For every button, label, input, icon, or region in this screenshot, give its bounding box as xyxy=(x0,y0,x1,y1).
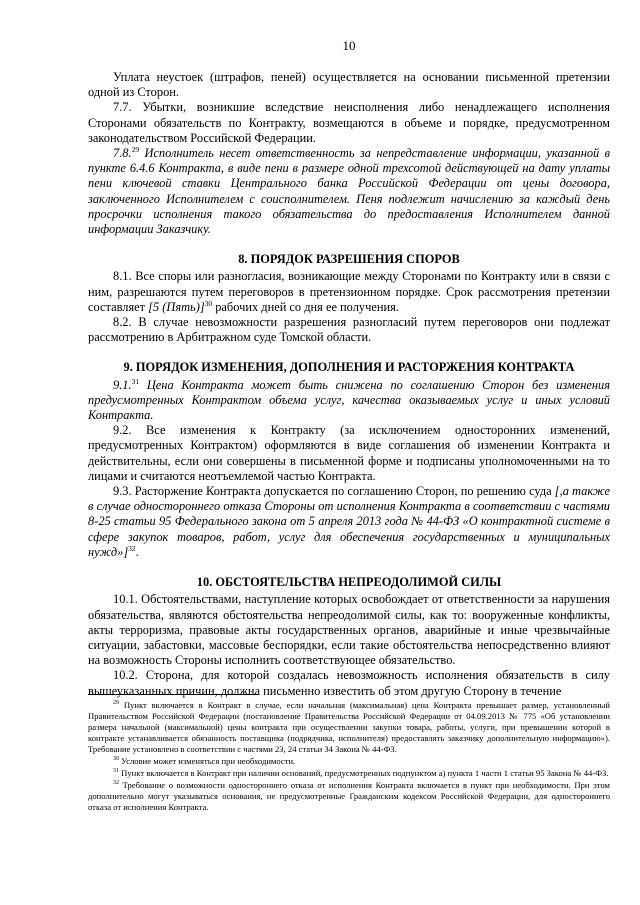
section-heading-10: 10. ОБСТОЯТЕЛЬСТВА НЕПРЕОДОЛИМОЙ СИЛЫ xyxy=(196,575,502,590)
footnote-30 xyxy=(88,756,610,767)
footnote-number: 30 xyxy=(113,756,119,763)
footnote-29 xyxy=(88,700,610,755)
section-heading-9: 9. ПОРЯДОК ИЗМЕНЕНИЯ, ДОПОЛНЕНИЯ И РАСТОРЖЕНИЯ КОНТРАКТА xyxy=(123,360,575,375)
footnotes xyxy=(88,700,610,814)
clause-text: Исполнитель несет ответственность за непредставление информации, указанной в пункте 6.4.6 Контракта, в виде пени в размере одной трехсотой действующей на дату уплаты пени ключевой ставки Центрального банка Российской Федерации от цены договора, заключенного Исполнителем с соисполнителем. Пеня подлежит начислению за каждый день просрочки исполнения такого обязательства до предоставления Исполнителем данной информации Заказчику. xyxy=(88,146,610,237)
optional-clause: [,а также в случае одностороннего отказа Стороны от исполнения Контракта в соответствии с частями 8-25 статьи 95 Федерального закона от 5 апреля 2013 года № 44-ФЗ «О контрактной системе в сфере закупок товаров, работ, услуг для обеспечения государственных и муниципальных нужд»] xyxy=(88,484,610,559)
paragraph-10-1: 10.1. Обстоятельствами, наступление которых освобождает от ответственности за нарушения обязательства, являются обстоятельства непреодолимой силы, как то: вооруженные конфликты, акты терроризма, правовые акты государственных органов, аварийные и иные чрезвычайные ситуации, забастовки, массовые беспорядки, если такие обстоятельства непосредственно влияют на возможность Стороны исполнить соответствующее обязательство. xyxy=(88,592,610,668)
clause-text: 8.1. Все споры или разногласия, возникающие между Сторонами по Контракту или в связи с ним, разрешаются путем переговоров в претензионном порядке. Срок рассмотрения претензии составляет xyxy=(88,269,610,314)
clause-text-end: рабочих дней со дня ее получения. xyxy=(212,299,399,314)
paragraph-7-7: 7.7. Убытки, возникшие вследствие неисполнения либо ненадлежащего исполнения Сторонами обязательств по Контракту, возмещаются в объеме и порядке, предусмотренном законодательством Российской Федерации. xyxy=(88,100,610,145)
footnote-ref-32[interactable]: 32 xyxy=(128,543,136,553)
clause-number: 9.1. xyxy=(113,377,132,392)
paragraph-9-3 xyxy=(88,484,610,560)
section-heading-8: 8. ПОРЯДОК РАЗРЕШЕНИЯ СПОРОВ xyxy=(238,252,460,267)
paragraph-9-2: 9.2. Все изменения к Контракту (за исключением односторонних изменений, предусмотренных Контрактом) оформляются в виде соглашения об изменении Контракта и действительны, если они совершены в письменной форме и подписаны уполномоченными на то лицами и считаются неотъемлемой частью Контракта. xyxy=(88,423,610,483)
footnote-divider xyxy=(88,694,258,695)
footnote-number: 31 xyxy=(113,768,119,775)
document-body xyxy=(88,70,610,699)
footnote-31 xyxy=(88,768,610,779)
clause-text: 9.3. Расторжение Контракта допускается по соглашению Сторон, по решению суда xyxy=(113,484,555,499)
paragraph-9-1 xyxy=(88,378,610,424)
clause-text: Цена Контракта может быть снижена по соглашению Сторон без изменения предусмотренных Контрактом объема услуг, качества оказываемых услуг и иных условий Контракта. xyxy=(88,377,610,423)
footnote-number: 29 xyxy=(113,700,119,707)
paragraph-8-2: 8.2. В случае невозможности разрешения разногласий путем переговоров они подлежат рассмотрению в Арбитражном суде Томской области. xyxy=(88,315,610,345)
paragraph-penalties: Уплата неустоек (штрафов, пеней) осуществляется на основании письменной претензии одной из Сторон. xyxy=(88,70,610,100)
clause-end: . xyxy=(135,544,139,559)
paragraph-7-8 xyxy=(88,146,610,237)
page-number: 10 xyxy=(342,38,356,53)
paragraph-8-1 xyxy=(88,269,610,315)
footnote-text: Пункт включается в Контракт при наличии оснований, предусмотренных подпунктом а) пункта 1 части 1 статьи 95 Закона № 44-ФЗ. xyxy=(119,768,609,778)
paragraph-10-2: 10.2. Сторона, для которой создалась невозможность исполнения обязательств в силу вышеуказанных причин, должна письменно известить об этом другую Сторону в течение xyxy=(88,668,610,698)
footnote-text: Условие может изменяться при необходимости. xyxy=(119,756,296,766)
footnote-ref-31[interactable]: 31 xyxy=(131,376,140,386)
footnote-text: Требование о возможности одностороннего отказа от исполнения Контракта включается в пункт при необходимости. При этом дополнительно могут указываться основания, не предусмотренные Гражданским кодексом Российской Федерации, для одностороннего отказа от исполнения Контракта. xyxy=(88,780,610,812)
clause-number: 7.8. xyxy=(113,146,132,161)
footnote-ref-30[interactable]: 30 xyxy=(204,298,213,308)
footnote-text: Пункт включается в Контракт в случае, если начальная (максимальная) цена Контракта превышает размер, установленный Правительством Российской Федерации (постановление Правительства Российской Федерации от 04.09.2013 № 775 «Об установлении размера начальной (максимальной) цены контракта при осуществлении закупки товара, работы, услуги, при превышении которой в контракте устанавливается обязанность поставщика (подрядчика, исполнителя) предоставлять заказчику дополнительную информацию»). Требование установлено в соответствии с частями 23, 24 статьи 34 Закона № 44-ФЗ. xyxy=(88,700,610,754)
footnote-32 xyxy=(88,780,610,813)
footnote-number: 32 xyxy=(113,780,119,787)
term-placeholder: [5 (Пять)] xyxy=(148,299,205,314)
footnote-ref-29[interactable]: 29 xyxy=(131,144,140,154)
